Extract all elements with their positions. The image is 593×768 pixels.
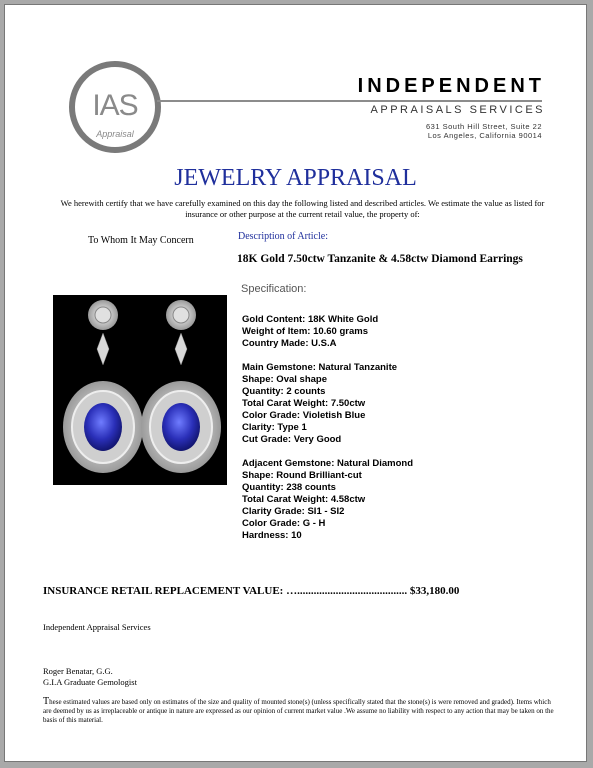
spec-line: Weight of Item: 10.60 grams [242,326,368,337]
company-address [305,122,542,140]
signer-name: Roger Benatar, G.G. [43,666,113,676]
earrings-photo [53,295,227,485]
adjacent-gemstone-specs [242,458,413,542]
appraisal-document [4,4,587,762]
spec-line: Quantity: 238 counts [242,482,336,493]
signer-block [43,666,137,688]
spec-line: Cut Grade: Very Good [242,434,342,445]
disclaimer [43,697,558,725]
disclaimer-text: hese estimated values are based only on estimates of the size and quality of mounted stone(s) (unless specifically stated that the stone(s) is were removed and graded). Items which are deemed by us as irreplaceable or antique in nature are expressed as our opinion of current market value .We assume no liability with respect to any action that may be taken on the basis of this material. [43,698,554,724]
spec-line: Color Grade: Violetish Blue [242,410,366,421]
spec-line: Clarity Grade: SI1 - SI2 [242,506,345,517]
footer-company: Independent Appraisal Services [43,622,151,632]
disclaimer-initial: T [43,696,50,707]
header-divider [157,100,542,102]
specifications [242,314,413,554]
spec-line: Country Made: U.S.A [242,338,337,349]
logo-text: IAS [92,89,138,122]
spec-line: Shape: Round Brilliant-cut [242,470,362,481]
ias-logo [69,61,161,153]
spec-line: Clarity: Type 1 [242,422,307,433]
address-line-2: Los Angeles, California 90014 [427,131,542,140]
recipient: To Whom It May Concern [88,235,194,246]
spec-line: Adjacent Gemstone: Natural Diamond [242,458,414,469]
company-name: INDEPENDENT [357,75,545,97]
right-earring [141,300,221,473]
general-specs [242,314,413,350]
spec-line: Shape: Oval shape [242,374,328,385]
address-line-1: 631 South Hill Street, Suite 22 [426,122,542,131]
article-title: 18K Gold 7.50ctw Tanzanite & 4.58ctw Diamond Earrings [237,253,523,265]
spec-line: Total Carat Weight: 7.50ctw [242,398,366,409]
document-title: JEWELRY APPRAISAL [174,165,417,191]
company-subtitle: APPRAISALS SERVICES [370,104,545,116]
logo-subtext: Appraisal [96,129,134,139]
spec-line: Quantity: 2 counts [242,386,326,397]
earrings-illustration [53,295,227,485]
spec-line: Gold Content: 18K White Gold [242,314,379,325]
signer-title: G.I.A Graduate Gemologist [43,677,137,687]
spec-line: Color Grade: G - H [242,518,326,529]
intro-text: We herewith certify that we have carefully examined on this day the following listed and described articles. We estimate the value as listed for insurance or other purpose at the current retail value, the property of: [60,198,545,219]
specification-heading: Specification: [241,283,307,295]
spec-line: Total Carat Weight: 4.58ctw [242,494,366,505]
main-gemstone-specs [242,362,413,446]
spec-line: Hardness: 10 [242,530,302,541]
description-label: Description of Article: [238,231,328,242]
insurance-value: INSURANCE RETAIL REPLACEMENT VALUE: …........................................ $33,180.00 [43,585,460,597]
left-earring [63,300,143,473]
spec-line: Main Gemstone: Natural Tanzanite [242,362,398,373]
